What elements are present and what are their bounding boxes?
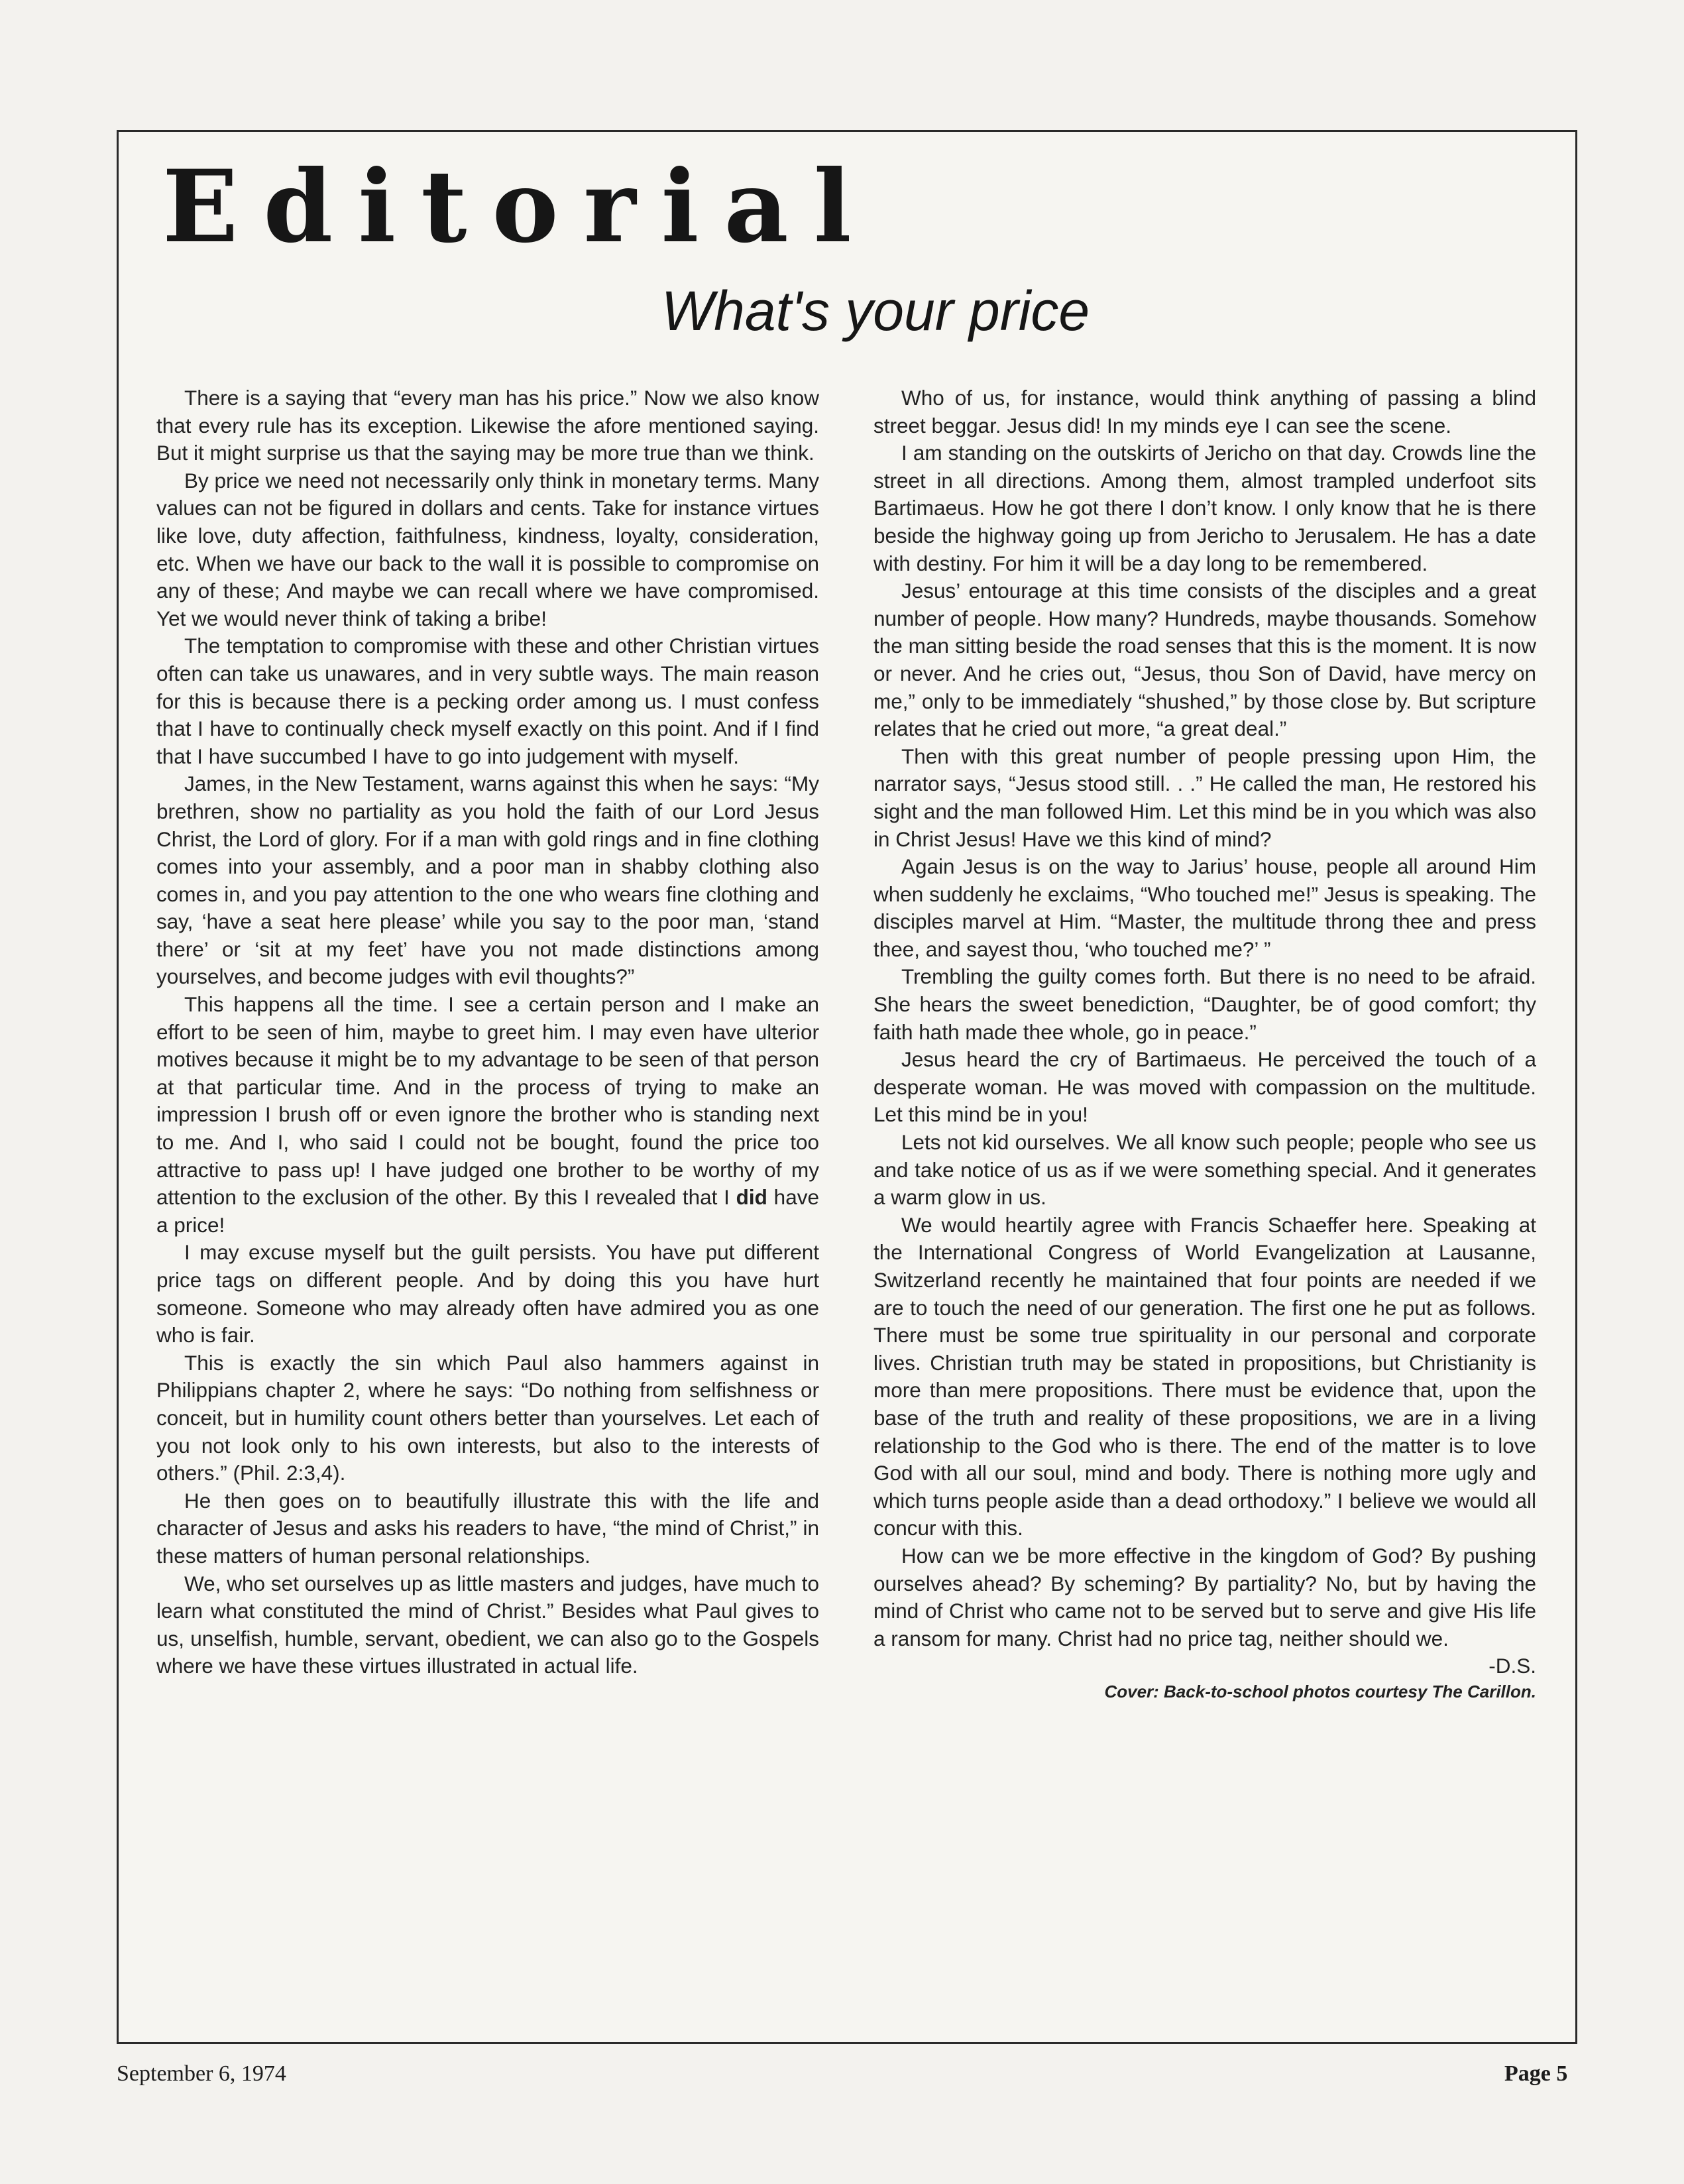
paragraph: Lets not kid ourselves. We all know such people; people who see us and take notice of us as if we were something special. And it generates a warm glow in us. xyxy=(873,1130,1536,1210)
paragraph: Jesus heard the cry of Bartimaeus. He perceived the touch of a desperate woman. He was moved with compassion on the multitude. Let this mind be in you! xyxy=(873,1047,1536,1127)
article-headline: What's your price xyxy=(661,280,1090,342)
emphasis-tail: have a price! xyxy=(156,1185,819,1237)
author-signature: -D.S. xyxy=(1488,1654,1536,1678)
paragraph: The temptation to compromise with these and other Christian virtues often can take us unawares, and in very subtle ways. The main reason for this is because there is a pecking order among us. I must confess that I have to continually check myself exactly on this point. And if I find that I have succumbed I have to go into judgement with myself. xyxy=(156,634,819,768)
paragraph: Who of us, for instance, would think anything of passing a blind street beggar. Jesus did! In my minds eye I can see the scene. xyxy=(873,386,1536,437)
issue-date: September 6, 1974 xyxy=(117,2061,286,2086)
right-column xyxy=(873,384,1536,1703)
paragraph: James, in the New Testament, warns against this when he says: “My brethren, show no partiality as you hold the faith of our Lord Jesus Christ, the Lord of glory. For if a man with gold rings and in fine clothing comes into your assembly, and a poor man in shabby clothing also comes in, and you pay attention to the one who wears fine clothing and say, ‘have a seat here please’ while you say to the poor man, ‘stand there’ or ‘sit at my feet’ have you not made distinctions among yourselves, and become judges with evil thoughts?” xyxy=(156,772,819,989)
paragraph: I may excuse myself but the guilt persists. You have put different price tags on different people. And by doing this you have hurt someone. Someone who may already often have admired you as one who is fair. xyxy=(156,1240,819,1348)
paragraph: There is a saying that “every man has his price.” Now we also know that every rule has its exception. Likewise the afore mentioned saying. But it might surprise us that the saying may be more true than we think. xyxy=(156,386,819,465)
paragraph: We, who set ourselves up as little masters and judges, have much to learn what constituted the mind of Christ.” Besides what Paul gives to us, unselfish, humble, servant, obedient, we can also go to the Gospels where we have these virtues illustrated in actual life. xyxy=(156,1571,819,1678)
masthead-title: Editorial xyxy=(162,148,877,265)
paragraph: We would heartily agree with Francis Schaeffer here. Speaking at the International Congress of World Evangelization at Lausanne, Switzerland recently he maintained that four points are needed if we are to touch the need of our generation. The first one he put as follows. There must be some true spirituality in our personal and corporate lives. Christian truth may be stated in propositions, but Christianity is more than mere propositions. There must be evidence that, upon the base of the truth and reality of these propositions, we are in a living relationship to the God who is there. The end of the matter is to love God with all our soul, mind and body. There is nothing more ugly and which turns people aside than a dead orthodoxy.” I believe we would all concur with this. xyxy=(873,1212,1536,1540)
paragraph: By price we need not necessarily only think in monetary terms. Many values can not be figured in dollars and cents. Take for instance virtues like love, duty affection, faithfulness, kindness, loyalty, consideration, etc. When we have our back to the wall it is possible to compromise on any of these; And maybe we can recall where we have compromised. Yet we would never think of taking a bribe! xyxy=(156,468,819,630)
paragraph: Trembling the guilty comes forth. But there is no need to be afraid. She hears the sweet benediction, “Daughter, be of good comfort; thy faith hath made thee whole, go in peace.” xyxy=(873,964,1536,1044)
paragraph: Jesus’ entourage at this time consists of the disciples and a great number of people. How many? Hundreds, maybe thousands. Somehow the man sitting beside the road senses that this is the moment. It is now or never. And he cries out, “Jesus, thou Son of David, have mercy on me,” only to be immediately “shushed,” by those close by. But scripture relates that he cried out more, “a great deal.” xyxy=(873,579,1536,741)
paragraph: Again Jesus is on the way to Jarius’ house, people all around Him when suddenly he exclaims, “Who touched me!” Jesus is speaking. The disciples marvel at Him. “Master, the multitude throng thee and press thee, and sayest thou, ‘who touched me?’ ” xyxy=(873,854,1536,961)
paragraph: He then goes on to beautifully illustrate this with the life and character of Jesus and asks his readers to have, “the mind of Christ,” in these matters of human personal relationships. xyxy=(156,1488,819,1568)
left-column xyxy=(156,384,819,1680)
page-number: Page 5 xyxy=(1504,2061,1568,2086)
paragraph: This is exactly the sin which Paul also hammers against in Philippians chapter 2, where he says: “Do nothing from selfishness or conceit, but in humility count others better than yourselves. Let each of you not look only to his own interests, but also to the interests of others.” (Phil. 2:3,4). xyxy=(156,1350,819,1485)
paragraph xyxy=(156,991,819,1239)
paragraph: How can we be more effective in the kingdom of God? By pushing ourselves ahead? By scheming? By partiality? No, but by having the mind of Christ who came not to be served but to serve and give His life a ransom for many. Christ had no price tag, neither should we. xyxy=(873,1543,1536,1650)
editorial-frame xyxy=(117,130,1577,2044)
emphasis-word: did xyxy=(736,1185,767,1210)
paragraph: Then with this great number of people pressing upon Him, the narrator says, “Jesus stood still. . .” He called the man, He restored his sight and the man followed Him. Let this mind be in you which was also in Christ Jesus! Have we this kind of mind? xyxy=(873,744,1536,851)
paragraph-text: This happens all the time. I see a certain person and I make an effort to be seen of him, maybe to greet him. I may even have ulterior motives because it might be to my advantage to be seen of that person at that particular time. And in the process of trying to make an impression I brush off or even ignore the brother who is standing next to me. And I, who said I could not be bought, found the price too attractive to pass up! I have judged one brother to be worthy of my attention to the exclusion of the other. By this I revealed that I xyxy=(156,992,819,1210)
cover-credit: Cover: Back-to-school photos courtesy The Carillon. xyxy=(1104,1681,1536,1701)
paragraph: I am standing on the outskirts of Jericho on that day. Crowds line the street in all directions. Among them, almost trampled underfoot sits Bartimaeus. How he got there I don’t know. I only know that he is there beside the highway going up from Jericho to Jerusalem. He has a date with destiny. For him it will be a day long to be remembered. xyxy=(873,441,1536,575)
